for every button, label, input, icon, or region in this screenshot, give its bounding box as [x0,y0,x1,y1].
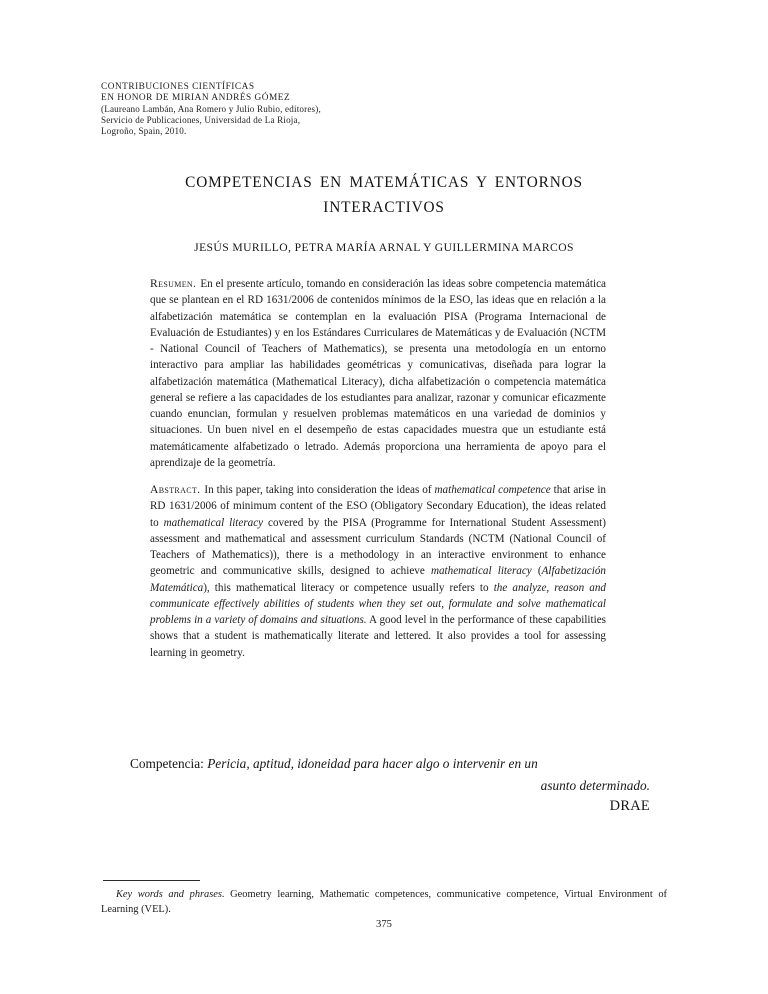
epigraph-definition-line-2: asunto determinado. [540,777,650,793]
footnote-keywords [101,888,667,917]
abstract-english-italic-1: mathematical competence [434,484,551,496]
abstract-english-seg-5: ), this mathematical literacy or competence usually refers to [203,581,494,594]
abstract-english-seg-1: In this paper, taking into consideration the ideas of [204,484,435,496]
epigraph-line-1 [130,753,650,775]
series-title-line-1: CONTRIBUCIONES CIENTÍFICAS [101,82,255,92]
abstract-english-italic-5: the analyze, reason and communicate effectively abilities of students when they set out, formulate and solve mathematical problems in a variety of domains and situations. [150,581,606,626]
series-editors: (Laureano Lambán, Ana Romero y Julio Rubio, editores), [101,103,321,114]
abstract-english-seg-4: ( [531,565,542,578]
abstract-block [150,276,606,661]
abstract-spanish-label: Resumen. [150,277,197,290]
footnote-label: Key words and phrases. [116,889,225,900]
abstract-english-italic-4: Alfabetización Matemática [150,565,606,594]
epigraph-term: Competencia: [130,756,204,771]
footnote-text: Geometry learning, Mathematic competences, communicative competence, Virtual Environment of Learning (VEL). [101,889,667,915]
epigraph-definition-line-1: Pericia, aptitud, idoneidad para hacer algo o intervenir en un [207,756,538,771]
epigraph-source: DRAE [609,798,650,814]
series-header [101,82,521,137]
abstract-english-seg-6: A good level in the performance of these capabilities shows that a student is mathematically literate and lettered. It also provides a tool for assessing learning in geometry. [150,614,606,659]
abstract-english-label: Abstract. [150,483,201,496]
abstract-english-seg-2: that arise in RD 1631/2006 of minimum content of the ESO (Obligatory Secondary Education), the ideas related to [150,484,606,529]
footnote-separator-rule [103,880,200,881]
page-title [120,170,648,220]
abstract-english-italic-2: mathematical literacy [163,516,264,529]
page-number: 375 [376,919,392,930]
series-title-line-2: EN HONOR DE MIRIAN ANDRÉS GÓMEZ [101,92,291,103]
series-publisher: Servicio de Publicaciones, Universidad de La Rioja, [101,114,301,125]
abstract-english-italic-3: mathematical literacy [430,565,532,578]
abstract-spanish-text: En el presente artículo, tomando en consideración las ideas sobre competencia matemática que se plantean en el RD 1631/2006 de contenidos mínimos de la ESO, las ideas que en relación a la alfabetización matemática se contemplan en la evaluación PISA (Programa Internacional de Evaluación de Estudiantes) y en los Estándares Curriculares de Matemáticas y de Evaluación (NCTM - National Council of Teachers of Mathematics), se presenta una metodología en un entorno interactivo para ampliar las habilidades geométricas y comunicativas, diseñada para lograr la alfabetización matemática (Mathematical Literacy), dicha alfabetización o competencia matemática general se refiere a las capacidades de los estudiantes para analizar, razonar y comunicar eficazmente cuando enuncian, formulan y resuelven problemas matemáticos en una variedad de dominios y situaciones. Un buen nivel en el desempeño de estas capacidades muestra que un estudiante está matemáticamente alfabetizado o letrado. Además proporciona una herramienta de apoyo para el aprendizaje de la geometría. [150,278,606,469]
authors-line: JESÚS MURILLO, PETRA MARÍA ARNAL Y GUILLERMINA MARCOS [194,241,574,254]
series-place-year: Logroño, Spain, 2010. [101,125,187,136]
abstract-spanish [150,276,606,471]
abstract-english-seg-3: covered by the PISA (Programme for International Student Assessment) assessment and mathematical and assessment curriculum Standards (NCTM (National Council of Teachers of Mathematics)), there is a methodology in an interactive environment to enhance geometric and communicative skills, designed to achieve [150,516,606,578]
page-title-line-1: COMPETENCIAS EN MATEMÁTICAS Y ENTORNOS [185,174,583,191]
epigraph [130,753,650,818]
abstract-english [150,482,606,661]
page-title-line-2: INTERACTIVOS [323,199,445,216]
